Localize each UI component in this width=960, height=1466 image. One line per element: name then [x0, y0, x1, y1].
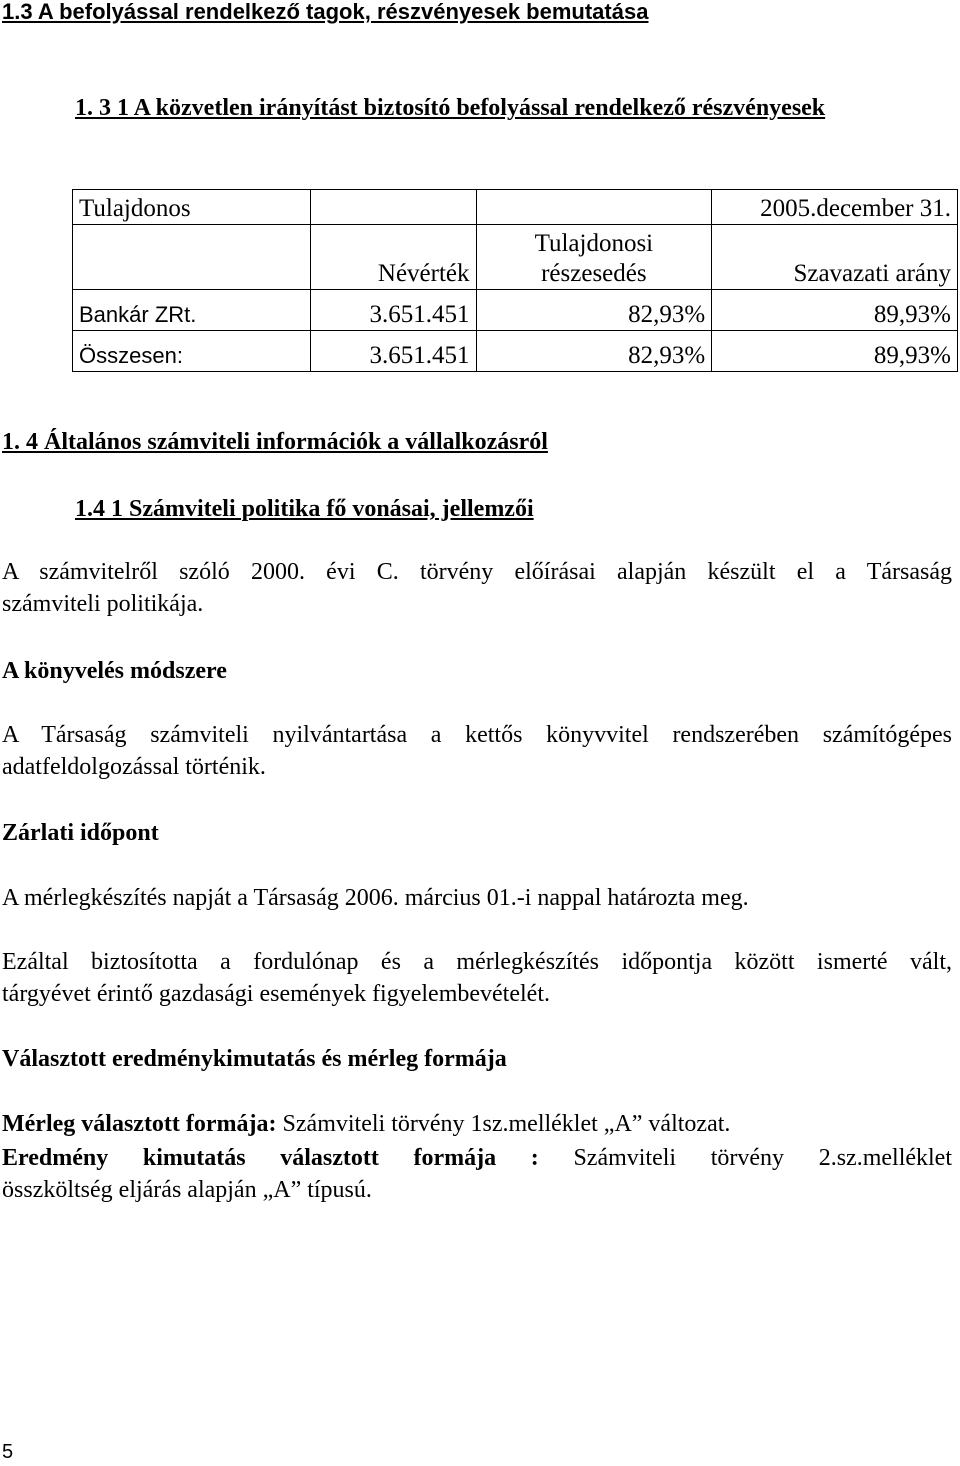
- empty-cell: [310, 190, 476, 225]
- paragraph-line: tárgyévet érintő gazdasági események figyelembevételét.: [2, 981, 550, 1007]
- owner-name-cell: Bankár ZRt.: [73, 290, 311, 331]
- col-share-header-line1: Tulajdonosi: [534, 230, 654, 257]
- date-cell: 2005.december 31.: [712, 190, 958, 225]
- share-cell: 82,93%: [476, 290, 712, 331]
- paragraph-line: Ezáltal biztosította a fordulónap és a mérlegkészítés időpontja között ismerté vált,: [2, 949, 952, 975]
- paragraph-bookkeeping: [2, 719, 952, 783]
- table-row: [73, 290, 958, 331]
- total-vote-cell: 89,93%: [712, 331, 958, 372]
- balance-form-text: Számviteli törvény 1sz.melléklet „A” változat.: [276, 1111, 731, 1137]
- paragraph-line: [2, 1142, 952, 1174]
- page-number: 5: [2, 1441, 14, 1463]
- col-share-header-line2: részesedés: [541, 260, 647, 287]
- col-nominal-header: Névérték: [310, 225, 476, 290]
- income-form-text: Számviteli törvény 2.sz.melléklet: [538, 1145, 952, 1171]
- vote-cell: 89,93%: [712, 290, 958, 331]
- col-share-header: [476, 225, 712, 290]
- total-nominal-cell: 3.651.451: [310, 331, 476, 372]
- table-row-total: [73, 331, 958, 372]
- nominal-cell: 3.651.451: [310, 290, 476, 331]
- total-share-cell: 82,93%: [476, 331, 712, 372]
- balance-form-label: Mérleg választott formája:: [2, 1111, 277, 1137]
- paragraph-line: összköltség eljárás alapján „A” típusú.: [2, 1177, 372, 1203]
- section-heading-1-3: 1.3 A befolyással rendelkező tagok, részvényesek bemutatása: [2, 0, 649, 24]
- paragraph-line: adatfeldolgozással történik.: [2, 754, 266, 780]
- subheading-bookkeeping-method: A könyvelés módszere: [2, 658, 227, 684]
- section-heading-1-3-1: 1. 3 1 A közvetlen irányítást biztosító befolyással rendelkező részvényesek: [75, 95, 826, 121]
- col-vote-header: Szavazati arány: [712, 225, 958, 290]
- income-form-label: Eredmény kimutatás választott formája :: [2, 1145, 539, 1171]
- table-row-header-top: [73, 190, 958, 225]
- paragraph-income-form: [2, 1142, 952, 1206]
- owner-label-cell: Tulajdonos: [73, 190, 311, 225]
- total-label-cell: Összesen:: [73, 331, 311, 372]
- subheading-closing-date: Zárlati időpont: [2, 820, 159, 846]
- paragraph-events: [2, 946, 952, 1010]
- section-heading-1-4-1: 1.4 1 Számviteli politika fő vonásai, jellemzői: [75, 496, 534, 522]
- paragraph-balance-date: A mérlegkészítés napját a Társaság 2006. március 01.-i nappal határozta meg.: [2, 885, 749, 911]
- subheading-chosen-forms: Választott eredménykimutatás és mérleg formája: [2, 1046, 507, 1072]
- empty-cell: [476, 190, 712, 225]
- paragraph-line: számviteli politikája.: [2, 591, 204, 617]
- paragraph-line: A Társaság számviteli nyilvántartása a kettős könyvvitel rendszerében számítógépes: [2, 722, 952, 748]
- paragraph-accounting-law: [2, 556, 952, 620]
- paragraph-line: A számvitelről szóló 2000. évi C. törvény előírásai alapján készült el a Társaság: [2, 559, 952, 585]
- table-row-header: [73, 225, 958, 290]
- paragraph-balance-form: [2, 1108, 952, 1140]
- empty-cell: [73, 225, 311, 290]
- ownership-table: [72, 189, 958, 372]
- section-heading-1-4: 1. 4 Általános számviteli információk a vállalkozásról: [2, 429, 548, 455]
